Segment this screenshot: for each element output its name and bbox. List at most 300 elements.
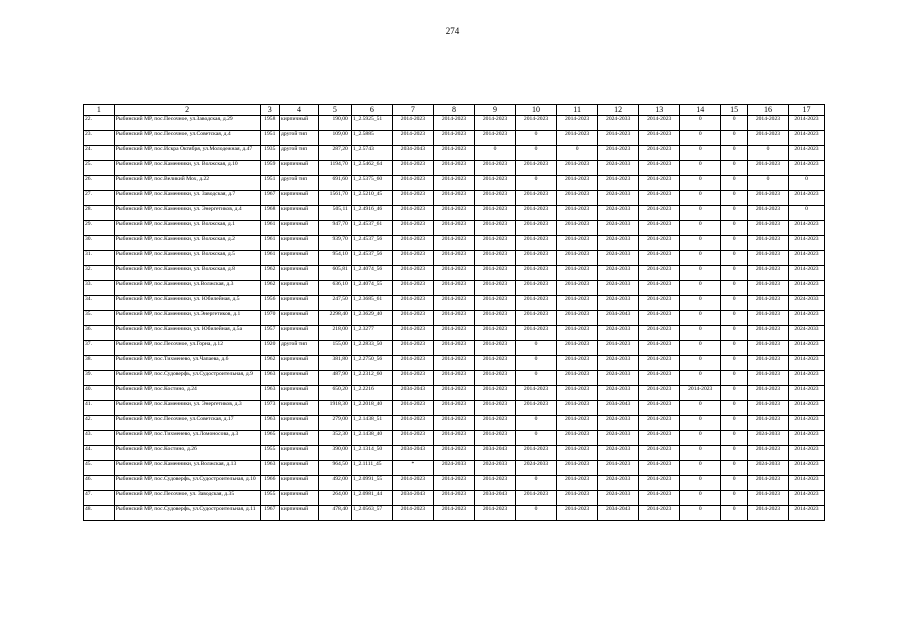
table-cell-col-11: 2014-2023 — [557, 446, 598, 461]
table-cell-col-8: 2014-2023 — [433, 506, 474, 521]
table-cell-col-8: 2014-2023 — [433, 281, 474, 296]
table-cell-col-2: Рыбинский МР, пос.Каменники, ул. Юбилейная, д.5а — [114, 326, 260, 341]
table-cell-col-11: 2014-2023 — [557, 296, 598, 311]
table-row — [84, 401, 825, 416]
table-cell-col-15: 0 — [721, 491, 748, 506]
table-cell-col-13: 2014-2023 — [639, 206, 680, 221]
table-cell-col-14: 0 — [680, 131, 721, 146]
table-cell-col-2: Рыбинский МР, пос.Каменники, ул.Волжская, д.13 — [114, 461, 260, 476]
table-cell-col-9: 2014-2023 — [474, 476, 515, 491]
table-cell-col-2: Рыбинский МР, пос.Каменники, ул. Волжская, д.5 — [114, 251, 260, 266]
table-cell-col-7: 2034-2043 — [392, 386, 433, 401]
table-cell-col-7: 2014-2023 — [392, 266, 433, 281]
table-cell-col-9: 2014-2023 — [474, 251, 515, 266]
table-cell-col-13: 2014-2023 — [639, 296, 680, 311]
table-cell-col-17: 2014-2023 — [788, 416, 824, 431]
table-cell-col-2: Рыбинский МР, пос.Каменники, ул. Волжская, д.2 — [114, 236, 260, 251]
table-cell-col-1: 32. — [84, 266, 115, 281]
table-cell-col-11: 2014-2023 — [557, 236, 598, 251]
table-cell-col-15: 0 — [721, 461, 748, 476]
table-cell-col-8: 2014-2023 — [433, 296, 474, 311]
table-cell-col-8: 2014-2023 — [433, 191, 474, 206]
table-row — [84, 326, 825, 341]
table-cell-col-14: 0 — [680, 266, 721, 281]
table-cell-col-10: 0 — [516, 476, 557, 491]
table-cell-col-12: 2024-2033 — [598, 251, 639, 266]
table-cell-col-16: 2024-2033 — [747, 431, 788, 446]
table-cell-col-11: 2014-2023 — [557, 506, 598, 521]
table-cell-col-3: 1963 — [260, 371, 280, 386]
table-cell-col-5: 478,40 — [319, 506, 352, 521]
table-cell-col-13: 2014-2023 — [639, 401, 680, 416]
table-cell-col-1: 38. — [84, 356, 115, 371]
table-cell-col-2: Рыбинский МР, пос.Тихменево, ул.Ломоносова, д.3 — [114, 431, 260, 446]
table-cell-col-4: другой тип — [280, 131, 319, 146]
table-cell-col-13: 2014-2023 — [639, 326, 680, 341]
table-cell-col-8: 2014-2023 — [433, 116, 474, 131]
table-body — [84, 116, 825, 521]
table-cell-col-8: 2014-2023 — [433, 131, 474, 146]
table-cell-col-5: 190,00 — [319, 116, 352, 131]
table-cell-col-2: Рыбинский МР, пос.Судоверфь, ул.Судостроительная, д.10 — [114, 476, 260, 491]
table-cell-col-5: 381,80 — [319, 356, 352, 371]
table-cell-col-7: 2014-2023 — [392, 356, 433, 371]
table-cell-col-14: 0 — [680, 191, 721, 206]
table-cell-col-16: 2014-2023 — [747, 161, 788, 176]
column-header-13: 13 — [639, 105, 680, 116]
table-cell-col-13: 2014-2023 — [639, 476, 680, 491]
table-cell-col-15: 0 — [721, 476, 748, 491]
table-cell-col-7: 2014-2023 — [392, 161, 433, 176]
table-cell-col-17: 0 — [788, 176, 824, 191]
table-cell-col-16: 2014-2023 — [747, 251, 788, 266]
table-cell-col-13: 2014-2023 — [639, 161, 680, 176]
table-cell-col-6: 1_2.5462_64 — [351, 161, 392, 176]
table-cell-col-3: 1965 — [260, 431, 280, 446]
table-cell-col-12: 2024-2033 — [598, 206, 639, 221]
table-cell-col-17: 2014-2023 — [788, 491, 824, 506]
table-cell-col-4: кирпичный — [280, 116, 319, 131]
table-cell-col-6: 1_2.0563_57 — [351, 506, 392, 521]
table-cell-col-16: 2014-2023 — [747, 221, 788, 236]
table-cell-col-4: кирпичный — [280, 461, 319, 476]
table-cell-col-9: 2014-2023 — [474, 431, 515, 446]
table-cell-col-14: 0 — [680, 461, 721, 476]
table-cell-col-5: 109,00 — [319, 131, 352, 146]
table-cell-col-7: 2014-2023 — [392, 176, 433, 191]
table-cell-col-9: 2014-2023 — [474, 176, 515, 191]
table-cell-col-9: 2014-2023 — [474, 191, 515, 206]
table-cell-col-3: 1951 — [260, 131, 280, 146]
table-cell-col-6: 1_2.4916_46 — [351, 206, 392, 221]
table-cell-col-17: 2014-2023 — [788, 131, 824, 146]
table-cell-col-14: 0 — [680, 311, 721, 326]
table-cell-col-10: 0 — [516, 506, 557, 521]
table-cell-col-16: 2014-2023 — [747, 476, 788, 491]
table-cell-col-13: 2014-2023 — [639, 356, 680, 371]
table-cell-col-14: 0 — [680, 371, 721, 386]
table-cell-col-10: 0 — [516, 146, 557, 161]
table-cell-col-12: 2034-2043 — [598, 506, 639, 521]
table-cell-col-12: 2024-2033 — [598, 446, 639, 461]
table-cell-col-7: 2014-2023 — [392, 326, 433, 341]
table-cell-col-4: кирпичный — [280, 281, 319, 296]
table-cell-col-14: 0 — [680, 251, 721, 266]
table-cell-col-15: 0 — [721, 266, 748, 281]
table-cell-col-5: 505,11 — [319, 206, 352, 221]
table-cell-col-17: 2014-2023 — [788, 386, 824, 401]
table-row — [84, 161, 825, 176]
column-header-17: 17 — [788, 105, 824, 116]
table-cell-col-9: 2014-2023 — [474, 161, 515, 176]
table-cell-col-9: 2014-2023 — [474, 356, 515, 371]
table-cell-col-14: 0 — [680, 281, 721, 296]
table-cell-col-5: 939,70 — [319, 236, 352, 251]
table-row — [84, 476, 825, 491]
table-cell-col-16: 2024-2033 — [747, 461, 788, 476]
table-cell-col-4: кирпичный — [280, 251, 319, 266]
table-cell-col-6: 1_2.4074_56 — [351, 266, 392, 281]
table-row — [84, 311, 825, 326]
table-cell-col-4: кирпичный — [280, 266, 319, 281]
table-cell-col-3: 1955 — [260, 491, 280, 506]
table-cell-col-4: кирпичный — [280, 506, 319, 521]
table-cell-col-14: 0 — [680, 431, 721, 446]
table-cell-col-13: 2014-2023 — [639, 371, 680, 386]
table-cell-col-11: 2014-2023 — [557, 431, 598, 446]
table-cell-col-7: 2014-2023 — [392, 236, 433, 251]
table-cell-col-4: кирпичный — [280, 161, 319, 176]
table-cell-col-15: 0 — [721, 236, 748, 251]
table-cell-col-6: 1_2.4537_56 — [351, 251, 392, 266]
table-cell-col-15: 0 — [721, 506, 748, 521]
table-cell-col-12: 2014-2023 — [598, 146, 639, 161]
table-cell-col-11: 2014-2023 — [557, 251, 598, 266]
table-cell-col-10: 2014-2023 — [516, 266, 557, 281]
table-cell-col-8: 2014-2023 — [433, 236, 474, 251]
table-cell-col-3: 1970 — [260, 311, 280, 326]
table-cell-col-17: 2014-2023 — [788, 221, 824, 236]
table-cell-col-16: 2014-2023 — [747, 371, 788, 386]
table-row — [84, 176, 825, 191]
table-cell-col-12: 2024-2033 — [598, 416, 639, 431]
table-cell-col-14: 0 — [680, 236, 721, 251]
table-cell-col-10: 2014-2023 — [516, 386, 557, 401]
table-cell-col-5: 2298,40 — [319, 311, 352, 326]
table-cell-col-17: 2014-2023 — [788, 371, 824, 386]
table-cell-col-13: 2014-2023 — [639, 506, 680, 521]
table-cell-col-5: 487,90 — [319, 371, 352, 386]
table-cell-col-3: 1935 — [260, 146, 280, 161]
table-cell-col-12: 2014-2023 — [598, 341, 639, 356]
table-cell-col-9: 2034-2043 — [474, 491, 515, 506]
table-cell-col-2: Рыбинский МР, пос.Костино, д.24 — [114, 386, 260, 401]
table-cell-col-7: 2014-2023 — [392, 401, 433, 416]
table-cell-col-8: 2014-2023 — [433, 446, 474, 461]
table-cell-col-10: 2014-2023 — [516, 116, 557, 131]
table-cell-col-16: 2014-2023 — [747, 131, 788, 146]
table-cell-col-6: 1_2.1314_50 — [351, 446, 392, 461]
table-cell-col-13: 2014-2023 — [639, 176, 680, 191]
table-cell-col-13: 2014-2023 — [639, 386, 680, 401]
table-cell-col-7: 2014-2023 — [392, 506, 433, 521]
table-cell-col-9: 2014-2023 — [474, 236, 515, 251]
table-row — [84, 491, 825, 506]
table-cell-col-13: 2014-2023 — [639, 116, 680, 131]
column-header-3: 3 — [260, 105, 280, 116]
column-header-10: 10 — [516, 105, 557, 116]
table-cell-col-14: 0 — [680, 296, 721, 311]
table-cell-col-9: 2014-2023 — [474, 296, 515, 311]
table-cell-col-8: 2014-2023 — [433, 161, 474, 176]
table-cell-col-9: 2014-2023 — [474, 266, 515, 281]
table-cell-col-5: 1918,30 — [319, 401, 352, 416]
table-cell-col-5: 390,00 — [319, 446, 352, 461]
table-cell-col-17: 2014-2023 — [788, 266, 824, 281]
table-cell-col-2: Рыбинский МР, пос.Каменники, ул. Волжская, д.8 — [114, 266, 260, 281]
table-cell-col-2: Рыбинский МР, пос.Каменники, ул.Волжская, д.3 — [114, 281, 260, 296]
table-cell-col-2: Рыбинский МР, пос.Каменники, ул. Энергетиков, д.3 — [114, 401, 260, 416]
table-cell-col-8: 2024-2033 — [433, 461, 474, 476]
table-cell-col-10: 2014-2023 — [516, 446, 557, 461]
table-cell-col-3: 1962 — [260, 281, 280, 296]
table-row — [84, 386, 825, 401]
table-cell-col-3: 1967 — [260, 191, 280, 206]
table-cell-col-6: 1_2.0991_55 — [351, 476, 392, 491]
table-cell-col-10: 2014-2023 — [516, 326, 557, 341]
table-cell-col-13: 2014-2023 — [639, 431, 680, 446]
table-row — [84, 356, 825, 371]
table-cell-col-10: 0 — [516, 416, 557, 431]
table-cell-col-8: 2014-2023 — [433, 266, 474, 281]
table-row — [84, 341, 825, 356]
table-cell-col-10: 2014-2023 — [516, 251, 557, 266]
table-cell-col-17: 2014-2023 — [788, 356, 824, 371]
column-header-11: 11 — [557, 105, 598, 116]
table-cell-col-4: кирпичный — [280, 191, 319, 206]
table-row — [84, 371, 825, 386]
table-cell-col-12: 2024-2033 — [598, 431, 639, 446]
table-cell-col-15: 0 — [721, 281, 748, 296]
table-cell-col-11: 2014-2023 — [557, 476, 598, 491]
table-cell-col-12: 2024-2033 — [598, 161, 639, 176]
table-cell-col-7: * — [392, 461, 433, 476]
table-cell-col-5: 247,50 — [319, 296, 352, 311]
table-cell-col-6: 1_2.5743 — [351, 146, 392, 161]
table-cell-col-11: 2014-2023 — [557, 461, 598, 476]
table-row — [84, 416, 825, 431]
table-cell-col-9: 2014-2023 — [474, 221, 515, 236]
table-cell-col-15: 0 — [721, 146, 748, 161]
table-cell-col-14: 2014-2023 — [680, 386, 721, 401]
table-cell-col-17: 0 — [788, 206, 824, 221]
column-header-6: 6 — [351, 105, 392, 116]
table-cell-col-16: 2014-2023 — [747, 281, 788, 296]
table-cell-col-7: 2014-2023 — [392, 281, 433, 296]
table-cell-col-12: 2034-2043 — [598, 311, 639, 326]
table-cell-col-14: 0 — [680, 416, 721, 431]
table-cell-col-1: 44. — [84, 446, 115, 461]
table-cell-col-2: Рыбинский МР, пос.Великий Мох, д.22 — [114, 176, 260, 191]
table-cell-col-17: 2014-2023 — [788, 191, 824, 206]
table-cell-col-9: 0 — [474, 146, 515, 161]
table-cell-col-7: 2014-2023 — [392, 131, 433, 146]
table-cell-col-9: 2014-2023 — [474, 506, 515, 521]
table-cell-col-7: 2014-2023 — [392, 371, 433, 386]
table-cell-col-9: 2014-2023 — [474, 341, 515, 356]
table-cell-col-16: 0 — [747, 176, 788, 191]
table-cell-col-15: 0 — [721, 326, 748, 341]
column-header-1: 1 — [84, 105, 115, 116]
table-cell-col-1: 36. — [84, 326, 115, 341]
table-cell-col-6: 1_2.4074_55 — [351, 281, 392, 296]
table-cell-col-15: 0 — [721, 416, 748, 431]
table-cell-col-15: 0 — [721, 371, 748, 386]
table-cell-col-5: 287,20 — [319, 146, 352, 161]
table-cell-col-7: 2014-2023 — [392, 476, 433, 491]
table-cell-col-2: Рыбинский МР, пос.Костино, д.26 — [114, 446, 260, 461]
table-cell-col-6: 1_2.3685_61 — [351, 296, 392, 311]
table-cell-col-14: 0 — [680, 476, 721, 491]
table-cell-col-12: 2024-2033 — [598, 116, 639, 131]
table-cell-col-1: 47. — [84, 491, 115, 506]
table-cell-col-13: 2014-2023 — [639, 446, 680, 461]
table-cell-col-12: 2024-2033 — [598, 296, 639, 311]
table-cell-col-3: 1968 — [260, 206, 280, 221]
table-cell-col-9: 2014-2023 — [474, 131, 515, 146]
table-cell-col-1: 25. — [84, 161, 115, 176]
table-cell-col-4: другой тип — [280, 146, 319, 161]
table-cell-col-15: 0 — [721, 161, 748, 176]
column-number-row — [84, 105, 825, 116]
table-cell-col-16: 2014-2023 — [747, 446, 788, 461]
table-cell-col-6: 1_2.3629_40 — [351, 311, 392, 326]
table-cell-col-11: 2014-2023 — [557, 221, 598, 236]
table-cell-col-5: 218,00 — [319, 326, 352, 341]
table-cell-col-5: 264,00 — [319, 491, 352, 506]
table-cell-col-11: 2014-2023 — [557, 386, 598, 401]
table-cell-col-11: 2014-2023 — [557, 206, 598, 221]
table-cell-col-2: Рыбинский МР, пос.Песочное, ул.Заводская, д.29 — [114, 116, 260, 131]
table-cell-col-10: 0 — [516, 371, 557, 386]
table-cell-col-6: 1_2.1438_40 — [351, 431, 392, 446]
table-cell-col-12: 2024-2033 — [598, 221, 639, 236]
table-cell-col-14: 0 — [680, 176, 721, 191]
table-cell-col-9: 2014-2023 — [474, 116, 515, 131]
table-cell-col-13: 2014-2023 — [639, 251, 680, 266]
table-cell-col-9: 2034-2043 — [474, 446, 515, 461]
table-cell-col-15: 0 — [721, 446, 748, 461]
table-cell-col-11: 2014-2023 — [557, 401, 598, 416]
table-cell-col-9: 2014-2023 — [474, 371, 515, 386]
table-row — [84, 146, 825, 161]
table-cell-col-9: 2014-2023 — [474, 326, 515, 341]
table-cell-col-16: 2014-2023 — [747, 236, 788, 251]
table-cell-col-1: 28. — [84, 206, 115, 221]
table-cell-col-2: Рыбинский МР, пос.Песочное, ул.Горна, д.12 — [114, 341, 260, 356]
table-cell-col-10: 2014-2023 — [516, 401, 557, 416]
table-cell-col-3: 1955 — [260, 446, 280, 461]
table-cell-col-6: 1_2.5375_60 — [351, 176, 392, 191]
table-cell-col-15: 0 — [721, 401, 748, 416]
table-cell-col-5: 650,20 — [319, 386, 352, 401]
table-cell-col-8: 2014-2023 — [433, 401, 474, 416]
table-cell-col-13: 2014-2023 — [639, 221, 680, 236]
table-cell-col-15: 0 — [721, 296, 748, 311]
table-row — [84, 281, 825, 296]
table-cell-col-10: 0 — [516, 356, 557, 371]
table-cell-col-1: 37. — [84, 341, 115, 356]
table-cell-col-12: 2024-2033 — [598, 371, 639, 386]
table-row — [84, 506, 825, 521]
table-cell-col-5: 1561,70 — [319, 191, 352, 206]
table-row — [84, 251, 825, 266]
column-header-5: 5 — [319, 105, 352, 116]
table-cell-col-14: 0 — [680, 206, 721, 221]
table-cell-col-3: 1920 — [260, 341, 280, 356]
table-cell-col-15: 0 — [721, 311, 748, 326]
table-cell-col-16: 2014-2023 — [747, 356, 788, 371]
table-cell-col-1: 26. — [84, 176, 115, 191]
table-cell-col-13: 2014-2023 — [639, 341, 680, 356]
table-cell-col-4: кирпичный — [280, 386, 319, 401]
table-cell-col-1: 46. — [84, 476, 115, 491]
table-cell-col-14: 0 — [680, 446, 721, 461]
table-cell-col-7: 2014-2023 — [392, 191, 433, 206]
table-cell-col-3: 1963 — [260, 386, 280, 401]
column-header-16: 16 — [747, 105, 788, 116]
table-cell-col-11: 2014-2023 — [557, 311, 598, 326]
table-row — [84, 431, 825, 446]
table-cell-col-6: 1_2.5210_45 — [351, 191, 392, 206]
table-cell-col-13: 2014-2023 — [639, 491, 680, 506]
table-cell-col-10: 0 — [516, 431, 557, 446]
table-cell-col-10: 0 — [516, 341, 557, 356]
column-header-15: 15 — [721, 105, 748, 116]
table-cell-col-11: 2014-2023 — [557, 266, 598, 281]
table-cell-col-5: 352,30 — [319, 431, 352, 446]
table-cell-col-10: 2014-2023 — [516, 191, 557, 206]
table-cell-col-10: 2014-2023 — [516, 281, 557, 296]
table-cell-col-13: 2014-2023 — [639, 266, 680, 281]
table-cell-col-10: 2014-2023 — [516, 161, 557, 176]
column-header-7: 7 — [392, 105, 433, 116]
table-cell-col-7: 2034-2043 — [392, 146, 433, 161]
table-row — [84, 116, 825, 131]
table-cell-col-7: 2014-2023 — [392, 341, 433, 356]
table-cell-col-1: 45. — [84, 461, 115, 476]
table-cell-col-4: кирпичный — [280, 446, 319, 461]
table-cell-col-14: 0 — [680, 146, 721, 161]
table-cell-col-5: 954,10 — [319, 251, 352, 266]
table-cell-col-1: 35. — [84, 311, 115, 326]
table-cell-col-15: 0 — [721, 176, 748, 191]
table-cell-col-8: 2014-2023 — [433, 491, 474, 506]
table-cell-col-11: 2014-2023 — [557, 191, 598, 206]
table-cell-col-1: 23. — [84, 131, 115, 146]
table-cell-col-4: кирпичный — [280, 221, 319, 236]
table-cell-col-2: Рыбинский МР, пос.Песочное, ул. Заводская, д.35 — [114, 491, 260, 506]
table-cell-col-1: 22. — [84, 116, 115, 131]
table-cell-col-17: 2014-2023 — [788, 146, 824, 161]
table-cell-col-10: 2014-2023 — [516, 296, 557, 311]
table-cell-col-8: 2014-2023 — [433, 206, 474, 221]
table-cell-col-3: 1957 — [260, 326, 280, 341]
table-cell-col-14: 0 — [680, 341, 721, 356]
table-cell-col-8: 2014-2023 — [433, 326, 474, 341]
table-cell-col-7: 2014-2023 — [392, 311, 433, 326]
table-cell-col-17: 2014-2023 — [788, 116, 824, 131]
